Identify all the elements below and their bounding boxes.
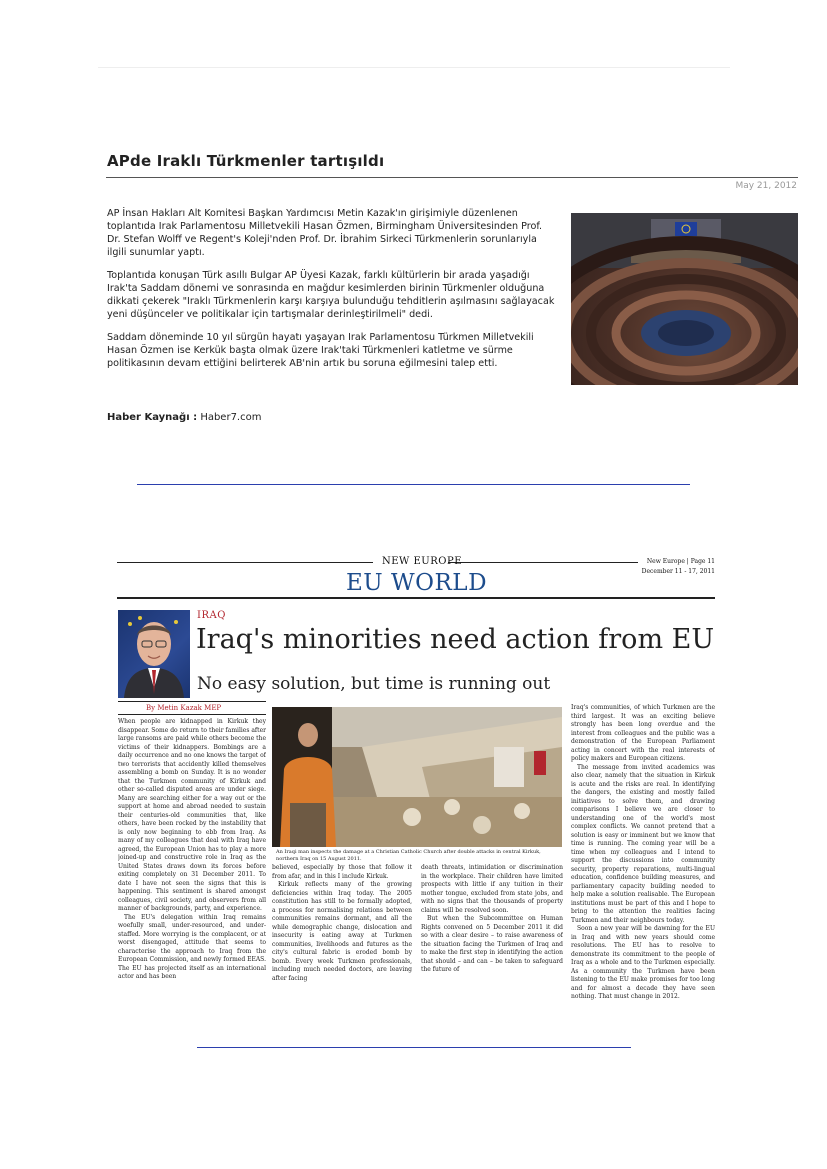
article-column-2: [272, 864, 412, 1048]
column-paragraph: Kirkuk reflects many of the growing deficiencies within Iraq today. The 2005 constitution has still to be formally adopted, a process for normalising relations between communities remains dormant, and all the while demographic change, dislocation and insecurity is eating away at Turkmen communities, livelihoods and futures as the city's cultural fabric is eroded bomb by bomb. Every week Turkmen professionals, including much needed doctors, are leaving after facing: [272, 881, 412, 982]
page-number: New Europe | Page 11: [646, 558, 715, 565]
column-paragraph: But when the Subcommittee on Human Rights convened on 5 December 2011 it did so with a clear desire – to raise awareness of the situation facing the Turkmen of Iraq and to make the first step in identifying the action that should – and can – be taken to safeguard the future of: [421, 915, 563, 973]
paragraph: AP İnsan Hakları Alt Komitesi Başkan Yardımcısı Metin Kazak'ın girişimiyle düzenlenen toplantıda Irak Parlamentosu Milletvekili Hasan Özmen, Birmingham Üniversitesinden Prof. Dr. Stefan Wolff ve Regent's Koleji'nden Prof. Dr. İbrahim Sirkeci Türkmenlerin sorunlarıyla ilgili sunumlar yaptı.: [107, 208, 543, 258]
article-body: [107, 207, 557, 380]
byline-rule-bottom: [118, 714, 266, 715]
bottom-separator: [197, 1047, 631, 1048]
article-column-3: [421, 864, 563, 1048]
page-info: [642, 557, 715, 577]
church-damage-photo: [272, 707, 562, 847]
author-portrait: [118, 610, 190, 698]
byline-rule-top: [118, 701, 266, 702]
subheadline: No easy solution, but time is running out: [197, 674, 551, 694]
article-title: APde Iraklı Türkmenler tartışıldı: [107, 152, 385, 170]
issue-dates: December 11 - 17, 2011: [641, 568, 715, 575]
paragraph: Saddam döneminde 10 yıl sürgün hayatı yaşayan Irak Parlamentosu Türkmen Milletvekili Hasan Özmen ise Kerkük başta olmak üzere Irak'taki Türkmenleri katletme ve sürme politikasının devam ettiğini belirterek AB'nin artık bu soruna eğilmesini talep etti.: [107, 332, 534, 369]
news-source: [107, 412, 261, 423]
parliament-photo: [571, 213, 798, 385]
article-date: May 21, 2012: [735, 181, 797, 191]
photo-caption: An Iraqi man inspects the damage at a Christian Catholic Church after double attacks in central Kirkuk, northern Iraq on 15 August 2011.: [276, 849, 541, 862]
top-divider: [98, 67, 730, 68]
article-column-1: [118, 718, 266, 1048]
source-label: Haber Kaynağı :: [107, 412, 198, 423]
headline: Iraq's minorities need action from EU: [196, 624, 715, 655]
topic-label: IRAQ: [197, 610, 226, 621]
paragraph: Toplantıda konuşan Türk asıllı Bulgar AP Üyesi Kazak, farklı kültürlerin bir arada yaşadığı Irak'ta Saddam dönemi ve sonrasında en mağdur kesimlerden birinin Türkmenler olduğuna dikkati çekerek "Iraklı Türkmenlerin karşı karşıya bulunduğu tehditlerin aşılmasını sağlayacak yeni düşünceler ve politikalar için tartışmalar derinleştirilmeli" dedi.: [107, 270, 555, 320]
masthead-rule-right: [448, 562, 638, 563]
article-column-4: [571, 704, 715, 1048]
column-paragraph: Soon a new year will be dawning for the EU in Iraq and with new years should come resolutions. The EU has to resolve to demonstrate its commitment to the people of Iraq as a whole and to the Turkmen especially. As a community the Turkmen have been listening to the EU make promises for too long and for almost a decade they have seen nothing. That must change in 2012.: [571, 925, 715, 1000]
column-paragraph: The message from invited academics was also clear, namely that the situation in Kirkuk is acute and the risks are real. In identifying the dangers, the existing and mostly failed initiatives to solve them, and drawing comparisons I believe we are closer to understanding one of the world's most complex conflicts. We cannot pretend that a solution is easy or imminent but we know that time is running. The coming year will be a time when my colleagues and I intend to support the discussions into community security, property reparations, multi-lingual education, confidence building measures, and parliamentary capacity building needed to help make a solution realisable. The European institutions must be part of this and I hope to bring to the attention the realities facing Turkmen and their neighbours today.: [571, 763, 715, 924]
masthead-rule-left: [117, 562, 373, 563]
church-damage-illustration: [272, 707, 562, 847]
column-paragraph: believed, especially by those that follow it from afar, and in this I include Kirkuk.: [272, 864, 412, 880]
title-underline: [106, 177, 798, 178]
section-separator: [137, 484, 690, 485]
masthead-bottom-rule: [117, 597, 715, 599]
column-paragraph: The EU's delegation within Iraq remains woefully small, under-resourced, and under-staffed. More worrying is the complacent, or at worst disengaged, attitude that seems to characterise the approach to Iraq from the European Commission, and newly formed EEAS. The EU has projected itself as an international actor and has been: [118, 913, 266, 980]
column-paragraph: Iraq's communities, of which Turkmen are the third largest. It was an exciting believe strongly has been long overdue and the interest from colleagues and the public was a demonstration of the European Parliament acting in concert with the real interests of policy makers and European citizens.: [571, 704, 715, 762]
parliament-chamber-illustration: [571, 213, 798, 385]
byline: By Metin Kazak MEP: [146, 704, 222, 712]
column-paragraph: death threats, intimidation or discrimination in the workplace. Their children have limited prospects with little if any tuition in their mother tongue, excluded from state jobs, and with no signs that the thousands of property claims will be resolved soon.: [421, 864, 563, 914]
newspaper-name: NEW EUROPE: [382, 556, 462, 567]
section-title: EU WORLD: [346, 570, 488, 596]
author-portrait-illustration: [118, 610, 190, 698]
source-value: Haber7.com: [200, 412, 262, 423]
column-paragraph: When people are kidnapped in Kirkuk they disappear. Some do return to their families after large ransoms are paid while others become the victims of their kidnappers. Bombings are a daily occurrence and no one knows the target of two terrorists that accidently killed themselves assembling a bomb on Sunday. It is no wonder that the Turkmen community of Kirkuk and other so-called disputed areas are under siege. Many are searching either for a way out or the support at home and abroad needed to sustain their centuries-old communities that, like others, have been rocked by the instability that is only now beginning to ebb from Iraq. As many of my colleagues that deal with Iraq have agreed, the European Union has to play a more joined-up and constructive role in Iraq as the United States draws down its forces before exiting completely on 31 December 2011. To date I have not seen the signs that this is happening. This sentiment is shared amongst colleagues, civil society, and observers from all manner of backgrounds, party, and experience.: [118, 718, 266, 912]
